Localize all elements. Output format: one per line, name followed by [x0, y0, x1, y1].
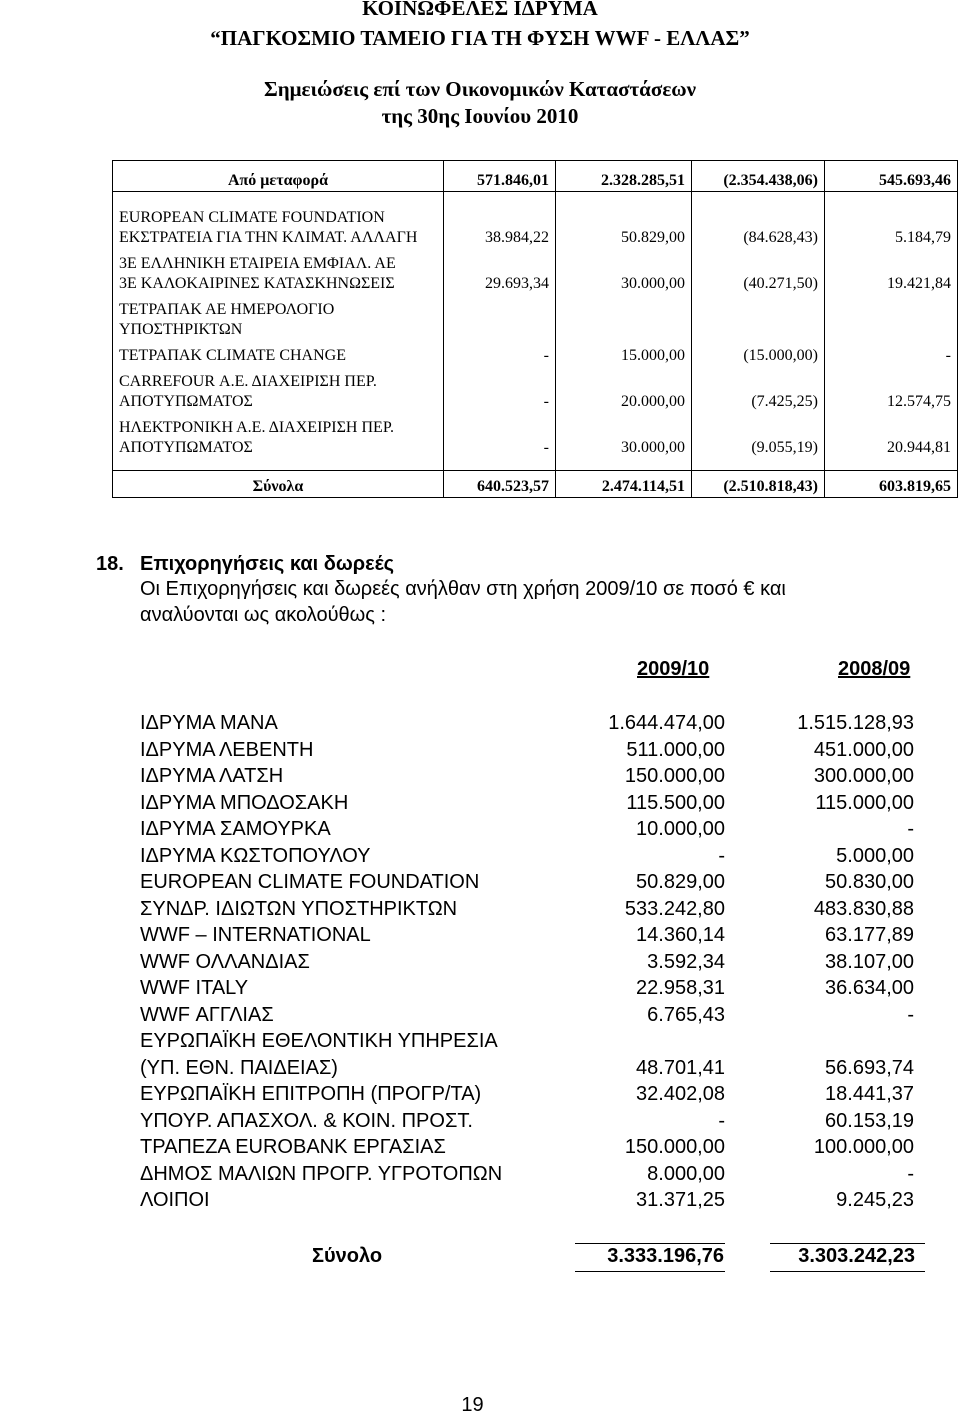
section-title: Επιχορηγήσεις και δωρεές [140, 553, 395, 575]
grant-name-line: ΙΔΡΥΜΑ ΣΑΜΟΥΡΚΑ [140, 818, 331, 840]
row-label-line: ΑΠΟΤΥΠΩΜΑΤΟΣ [119, 393, 253, 410]
carry-label: Από μεταφορά [113, 161, 444, 192]
grant-name [140, 1108, 473, 1135]
gap-cell [692, 458, 825, 471]
grant-2008-09: 9.245,23 [836, 1189, 914, 1211]
grant-row [140, 790, 940, 817]
total-double-underline-1 [575, 1271, 725, 1272]
notes-title: Σημειώσεις επί των Οικονομικών Καταστάσεων [263, 77, 697, 101]
grant-name-line: WWF – INTERNATIONAL [140, 924, 371, 946]
grant-row [140, 949, 940, 976]
grant-row [140, 737, 940, 764]
totals-v4: 603.819,65 [825, 471, 958, 498]
grant-2009-10: 14.360,14 [636, 924, 725, 946]
spacer-cell [444, 192, 556, 203]
sponsorship-table [112, 160, 958, 498]
grant-row [140, 1081, 940, 1108]
grant-2009-10: 150.000,00 [624, 1136, 725, 1158]
grant-name [140, 790, 348, 817]
row-value-v3: (84.628,43) [692, 202, 825, 248]
grant-2009-10: 511.000,00 [626, 738, 725, 761]
gap-cell [556, 458, 692, 471]
grant-2009-10: - [718, 844, 725, 867]
grant-row [140, 1108, 940, 1135]
row-value-v2: 20.000,00 [556, 366, 692, 412]
grant-row [140, 710, 940, 737]
row-value-v3: (15.000,00) [692, 340, 825, 366]
grant-name-line: ΣΥΝΔΡ. ΙΔΙΩΤΩΝ ΥΠΟΣΤΗΡΙΚΤΩΝ [140, 897, 458, 920]
grant-name-line: ΛΟΙΠΟΙ [140, 1189, 210, 1211]
row-label-line: ΤΕΤΡΑΠΑΚ CLIMATE CHANGE [119, 347, 346, 364]
grant-row [140, 1187, 940, 1214]
grant-name [140, 763, 283, 790]
row-value-v2: 30.000,00 [556, 412, 692, 458]
grant-name [140, 922, 371, 949]
row-label [113, 412, 444, 458]
section-intro-line-1: Οι Επιχορηγήσεις και δωρεές ανήλθαν στη χρήση 2009/10 σε ποσό € και [140, 578, 786, 600]
carry-v4: 545.693,46 [825, 161, 958, 192]
grant-name-line: ΕΥΡΩΠΑΪΚΗ ΕΠΙΤΡΟΠΗ (ΠΡΟΓΡ/ΤΑ) [140, 1083, 482, 1105]
totals-row [113, 471, 958, 498]
carry-v2: 2.328.285,51 [556, 161, 692, 192]
spacer-cell [825, 192, 958, 203]
col-header-2008-09: 2008/09 [838, 658, 911, 680]
grant-2008-09: 300.000,00 [813, 765, 914, 787]
grant-row [140, 843, 940, 870]
grants-total-label: Σύνολο [312, 1245, 383, 1267]
grant-name [140, 1187, 210, 1214]
total-double-underline-2 [770, 1271, 925, 1272]
spacer-cell [113, 192, 444, 203]
carry-v1: 571.846,01 [444, 161, 556, 192]
row-value-v3: (7.425,25) [692, 366, 825, 412]
grant-2009-10: 10.000,00 [636, 818, 725, 840]
totals-label: Σύνολα [113, 471, 444, 498]
grant-2008-09: 115.000,00 [815, 791, 914, 814]
grant-name-line: WWF ITALY [140, 977, 249, 999]
grant-name [140, 1081, 481, 1108]
sponsorship-table-body [113, 161, 958, 498]
spacer-row [113, 192, 958, 203]
grant-2009-10: 1.644.474,00 [608, 712, 725, 734]
grants-list [140, 710, 940, 1214]
row-label [113, 294, 444, 340]
grant-row [140, 763, 940, 790]
row-value-v1: 29.693,34 [444, 248, 556, 294]
gap-cell [113, 458, 444, 471]
row-value-v4 [825, 294, 958, 340]
grant-name-line: ΙΔΡΥΜΑ ΜΠΟΔΟΣΑΚΗ [140, 791, 349, 814]
grant-name [140, 869, 479, 896]
grant-name-line: ΔΗΜΟΣ ΜΑΛΙΩΝ ΠΡΟΓΡ. ΥΓΡΟΤΟΠΩΝ [140, 1162, 503, 1185]
carry-forward-row [113, 161, 958, 192]
row-value-v1: - [444, 412, 556, 458]
grant-2009-10: 6.765,43 [647, 1003, 725, 1026]
section-intro-line-2: αναλύονται ως ακολούθως : [140, 604, 387, 626]
grant-row [140, 1002, 940, 1029]
grant-name [140, 1028, 498, 1081]
grant-name-line: WWF ΟΛΛΑΝΔΙΑΣ [140, 950, 310, 973]
grant-2009-10: 3.592,34 [647, 950, 725, 973]
row-value-v4: - [825, 340, 958, 366]
grant-name-line: ΕΥΡΩΠΑΪΚΗ ΕΘΕΛΟΝΤΙΚΗ ΥΠΗΡΕΣΙΑ [140, 1030, 498, 1052]
grant-2008-09: - [907, 1003, 914, 1026]
statement-date: της 30ης Ιουνίου 2010 [381, 104, 579, 128]
grant-2008-09: 5.000,00 [836, 844, 914, 867]
row-label-line: ΑΠΟΤΥΠΩΜΑΤΟΣ [119, 439, 253, 456]
grant-2009-10: 8.000,00 [647, 1162, 725, 1185]
row-label [113, 366, 444, 412]
row-label-line: ΤΕΤΡΑΠΑΚ ΑΕ ΗΜΕΡΟΛΟΓΙΟ [119, 301, 335, 318]
grant-2009-10: 533.242,80 [624, 897, 725, 920]
fund-name: “ΠΑΓΚΟΣΜΙΟ ΤΑΜΕΙΟ ΓΙΑ ΤΗ ΦΥΣΗ WWF - ΕΛΛΑΣ” [210, 26, 750, 50]
grant-name [140, 896, 457, 923]
grant-row [140, 896, 940, 923]
row-label-line: 3Ε ΕΛΛΗΝΙΚΗ ΕΤΑΙΡΕΙΑ ΕΜΦΙΑΛ. ΑΕ [119, 255, 396, 272]
grant-2008-09: 18.441,37 [825, 1083, 914, 1105]
table-row [113, 248, 958, 294]
grant-2008-09: 1.515.128,93 [797, 712, 914, 734]
grant-2008-09: 36.634,00 [825, 977, 914, 999]
grant-2009-10: 48.701,41 [636, 1056, 725, 1079]
row-label [113, 202, 444, 248]
row-value-v3 [692, 294, 825, 340]
section-number: 18. [96, 553, 124, 575]
grant-2009-10: 50.829,00 [636, 871, 725, 893]
grant-2008-09: 451.000,00 [813, 738, 914, 761]
row-value-v2: 30.000,00 [556, 248, 692, 294]
total-underline-2 [770, 1243, 925, 1244]
gap-row [113, 458, 958, 471]
table-row [113, 294, 958, 340]
table-row [113, 202, 958, 248]
grant-name-line: ΙΔΡΥΜΑ ΜΑΝΑ [140, 712, 278, 734]
grant-name-line: ΤΡΑΠΕΖΑ EUROBANK ΕΡΓΑΣΙΑΣ [140, 1136, 446, 1158]
grant-row [140, 1028, 940, 1081]
grant-name-line: ΙΔΡΥΜΑ ΚΩΣΤΟΠΟΥΛΟΥ [140, 844, 371, 867]
gap-cell [825, 458, 958, 471]
grant-name-line: EUROPEAN CLIMATE FOUNDATION [140, 871, 480, 893]
row-value-v4: 12.574,75 [825, 366, 958, 412]
row-label-line: ΕΚΣΤΡΑΤΕΙΑ ΓΙΑ ΤΗΝ ΚΛΙΜΑΤ. ΑΛΛΑΓΗ [119, 229, 418, 246]
row-value-v1 [444, 294, 556, 340]
row-label [113, 340, 444, 366]
grant-name [140, 1161, 502, 1188]
grant-name [140, 816, 331, 843]
row-label-line: CARREFOUR Α.Ε. ΔΙΑΧΕΙΡΙΣΗ ΠΕΡ. [119, 373, 377, 390]
table-row [113, 340, 958, 366]
totals-v3: (2.510.818,43) [692, 471, 825, 498]
row-value-v2: 50.829,00 [556, 202, 692, 248]
grants-total-2009-10: 3.333.196,76 [607, 1245, 724, 1267]
org-name: ΚΟΙΝΩΦΕΛΕΣ ΙΔΡΥΜΑ [362, 0, 598, 20]
grant-name-line: ΥΠΟΥΡ. ΑΠΑΣΧΟΛ. & ΚΟΙΝ. ΠΡΟΣΤ. [140, 1109, 473, 1132]
grant-2009-10: 22.958,31 [636, 977, 725, 999]
grant-2008-09: 50.830,00 [825, 871, 914, 893]
row-value-v4: 5.184,79 [825, 202, 958, 248]
totals-v2: 2.474.114,51 [556, 471, 692, 498]
table-row [113, 366, 958, 412]
grant-row [140, 975, 940, 1002]
grant-2009-10: 31.371,25 [636, 1189, 725, 1211]
row-value-v3: (40.271,50) [692, 248, 825, 294]
grant-name [140, 1134, 446, 1161]
table-row [113, 412, 958, 458]
grant-2008-09: - [907, 818, 914, 840]
totals-v1: 640.523,57 [444, 471, 556, 498]
grant-row [140, 1161, 940, 1188]
page-number: 19 [461, 1394, 484, 1416]
spacer-cell [692, 192, 825, 203]
row-label-line: ΗΛΕΚΤΡΟΝΙΚΗ Α.Ε. ΔΙΑΧΕΙΡΙΣΗ ΠΕΡ. [119, 419, 394, 436]
grant-name [140, 737, 313, 764]
grant-name [140, 1002, 274, 1029]
grant-2008-09: 56.693,74 [825, 1056, 914, 1079]
row-label-line: ΥΠΟΣΤΗΡΙΚΤΩΝ [119, 321, 243, 338]
col-header-2009-10: 2009/10 [637, 658, 710, 680]
grant-2008-09: 63.177,89 [825, 924, 914, 946]
grant-row [140, 869, 940, 896]
row-value-v4: 19.421,84 [825, 248, 958, 294]
grant-name-line: ΙΔΡΥΜΑ ΛΑΤΣΗ [140, 765, 284, 787]
grant-row [140, 816, 940, 843]
row-value-v2 [556, 294, 692, 340]
row-value-v3: (9.055,19) [692, 412, 825, 458]
grant-name-line: (ΥΠ. ΕΘΝ. ΠΑΙΔΕΙΑΣ) [140, 1056, 338, 1079]
carry-v3: (2.354.438,06) [692, 161, 825, 192]
grant-2008-09: 100.000,00 [813, 1136, 914, 1158]
row-label [113, 248, 444, 294]
grant-name [140, 949, 310, 976]
row-label-line: EUROPEAN CLIMATE FOUNDATION [119, 209, 385, 226]
row-label-line: 3Ε ΚΑΛΟΚΑΙΡΙΝΕΣ ΚΑΤΑΣΚΗΝΩΣΕΙΣ [119, 275, 395, 292]
grant-name [140, 710, 278, 737]
row-value-v4: 20.944,81 [825, 412, 958, 458]
row-value-v1: - [444, 366, 556, 412]
spacer-cell [556, 192, 692, 203]
total-underline-1 [575, 1243, 725, 1244]
grant-2008-09: 483.830,88 [813, 897, 914, 920]
row-value-v1: - [444, 340, 556, 366]
grant-2008-09: 38.107,00 [825, 950, 914, 973]
grant-name-line: ΙΔΡΥΜΑ ΛΕΒΕΝΤΗ [140, 738, 314, 761]
gap-cell [444, 458, 556, 471]
grant-name [140, 843, 371, 870]
grants-total-2008-09: 3.303.242,23 [798, 1245, 915, 1267]
grant-2009-10: 115.500,00 [626, 791, 725, 814]
grant-2008-09: - [907, 1162, 914, 1185]
row-value-v1: 38.984,22 [444, 202, 556, 248]
grant-name-line: WWF ΑΓΓΛΙΑΣ [140, 1003, 274, 1026]
grant-2009-10: 150.000,00 [624, 765, 725, 787]
row-value-v2: 15.000,00 [556, 340, 692, 366]
grant-name [140, 975, 248, 1002]
grant-2009-10: - [718, 1109, 725, 1132]
grant-row [140, 1134, 940, 1161]
grant-2008-09: 60.153,19 [825, 1109, 914, 1132]
grant-row [140, 922, 940, 949]
grant-2009-10: 32.402,08 [636, 1083, 725, 1105]
